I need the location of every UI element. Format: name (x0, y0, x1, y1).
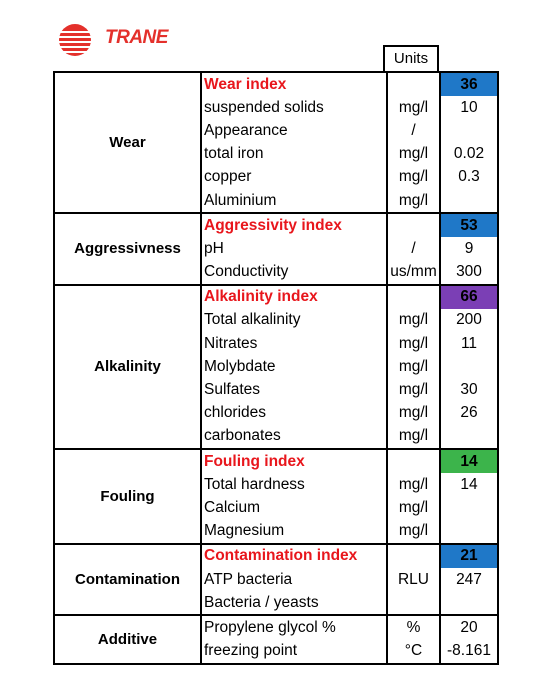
unit-cell: mg/l (386, 378, 441, 401)
table-row (202, 237, 497, 260)
group-rows (202, 545, 497, 615)
unit-cell (386, 545, 441, 568)
category-label: Contamination (55, 545, 202, 615)
parameter-name: Nitrates (204, 334, 258, 352)
parameter-name: suspended solids (204, 98, 324, 116)
parameter-name: total iron (204, 145, 264, 163)
group-rows (202, 616, 497, 662)
unit-cell: mg/l (386, 309, 441, 332)
table-group (55, 284, 497, 448)
value-cell: 247 (456, 570, 482, 588)
unit-cell: / (386, 237, 441, 260)
table-group (55, 614, 497, 662)
category-label: Fouling (55, 450, 202, 543)
unit-cell: °C (386, 640, 441, 663)
table-row (202, 309, 497, 332)
unit-cell: % (386, 616, 441, 639)
unit-cell: mg/l (386, 496, 441, 519)
unit-cell: mg/l (386, 425, 441, 448)
parameter-name: chlorides (204, 404, 267, 422)
index-row (202, 545, 497, 568)
unit-cell: mg/l (386, 189, 441, 212)
value-cell: 10 (460, 98, 478, 116)
table-row (202, 378, 497, 401)
table-row (202, 640, 497, 663)
value-cell (441, 355, 497, 378)
table-row (202, 119, 497, 142)
unit-cell: RLU (386, 568, 441, 591)
parameter-name: copper (204, 168, 252, 186)
index-label: Alkalinity index (204, 288, 318, 306)
table-row (202, 166, 497, 189)
value-cell: 14 (460, 475, 478, 493)
group-rows (202, 73, 497, 212)
category-label: Additive (55, 616, 202, 662)
unit-cell: mg/l (386, 96, 441, 119)
unit-cell: mg/l (386, 332, 441, 355)
unit-cell: mg/l (386, 143, 441, 166)
table-row (202, 496, 497, 519)
table-row (202, 520, 497, 543)
unit-cell (386, 286, 441, 309)
brand-name: TRANE (105, 27, 168, 48)
unit-cell (386, 591, 441, 614)
index-label: Wear index (204, 75, 287, 93)
group-rows (202, 450, 497, 543)
table-row (202, 355, 497, 378)
trane-logo (55, 22, 195, 58)
value-cell: 0.02 (453, 145, 485, 163)
table-row (202, 591, 497, 614)
unit-cell: mg/l (386, 355, 441, 378)
index-row (202, 214, 497, 237)
index-value-badge: 21 (441, 545, 497, 568)
unit-cell (386, 73, 441, 96)
value-cell: 0.3 (458, 168, 480, 186)
value-cell: -8.161 (447, 642, 491, 660)
index-value-badge: 36 (441, 73, 497, 96)
index-row (202, 73, 497, 96)
parameter-name: Magnesium (204, 522, 285, 540)
table-row (202, 96, 497, 119)
parameter-name: Molybdate (204, 357, 276, 375)
unit-cell (386, 214, 441, 237)
value-cell (441, 591, 497, 614)
value-cell (441, 520, 497, 543)
parameter-name: Appearance (204, 121, 288, 139)
unit-cell: us/mm (386, 261, 441, 284)
value-cell: 20 (460, 618, 478, 636)
index-value-badge: 66 (441, 286, 497, 309)
index-label: Aggressivity index (204, 216, 342, 234)
parameter-name: pH (204, 239, 224, 257)
index-value-badge: 14 (441, 450, 497, 473)
parameter-name: Conductivity (204, 263, 289, 281)
table-row (202, 568, 497, 591)
parameter-name: Total hardness (204, 475, 305, 493)
table-group (55, 448, 497, 543)
table-group (55, 73, 497, 212)
table-row (202, 261, 497, 284)
parameter-name: Sulfates (204, 381, 261, 399)
parameter-name: Total alkalinity (204, 311, 301, 329)
value-cell: 200 (456, 311, 482, 329)
trane-logo-icon (55, 22, 99, 58)
parameter-name: Bacteria / yeasts (204, 593, 319, 611)
value-cell: 30 (460, 381, 478, 399)
parameter-name: freezing point (204, 642, 298, 660)
parameter-name: Aluminium (204, 191, 277, 209)
parameter-name: ATP bacteria (204, 570, 293, 588)
value-cell: 26 (460, 404, 478, 422)
table-row (202, 616, 497, 639)
unit-cell: mg/l (386, 166, 441, 189)
index-value-badge: 53 (441, 214, 497, 237)
category-label: Aggressivness (55, 214, 202, 284)
value-cell: 9 (464, 239, 474, 257)
table-row (202, 473, 497, 496)
index-label: Fouling index (204, 452, 305, 470)
unit-cell: / (386, 119, 441, 142)
parameter-name: Calcium (204, 498, 260, 516)
category-label: Wear (55, 73, 202, 212)
index-label: Contamination index (204, 547, 358, 565)
table-row (202, 425, 497, 448)
table-row (202, 189, 497, 212)
parameter-name: carbonates (204, 427, 281, 445)
parameter-name: Propylene glycol % (204, 618, 336, 636)
index-row (202, 286, 497, 309)
water-analysis-table (53, 71, 499, 665)
value-cell (441, 189, 497, 212)
table-group (55, 212, 497, 284)
value-cell (441, 119, 497, 142)
value-cell (441, 496, 497, 519)
category-label: Alkalinity (55, 286, 202, 448)
table-row (202, 143, 497, 166)
group-rows (202, 286, 497, 448)
table-row (202, 332, 497, 355)
group-rows (202, 214, 497, 284)
table-group (55, 543, 497, 615)
value-cell: 11 (460, 334, 478, 352)
unit-cell: mg/l (386, 520, 441, 543)
unit-cell: mg/l (386, 402, 441, 425)
unit-cell: mg/l (386, 473, 441, 496)
index-row (202, 450, 497, 473)
units-header: Units (383, 45, 439, 71)
value-cell: 300 (456, 263, 482, 281)
value-cell (441, 425, 497, 448)
table-row (202, 402, 497, 425)
unit-cell (386, 450, 441, 473)
